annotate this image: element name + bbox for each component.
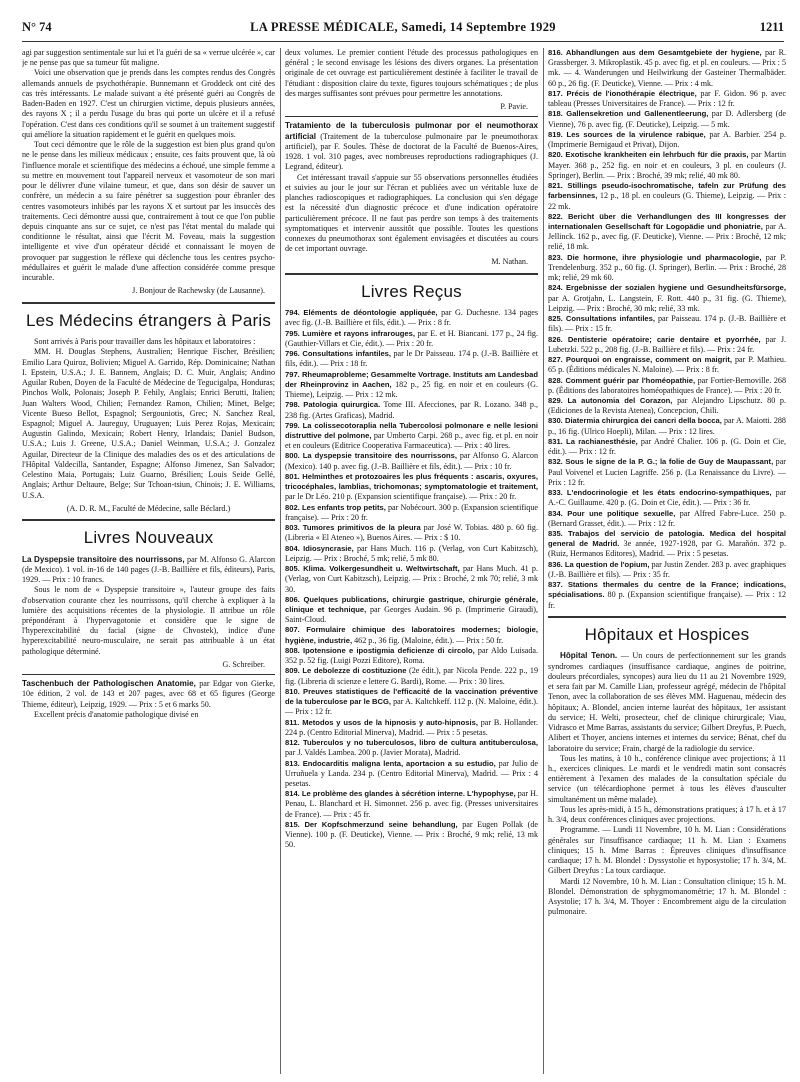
- received-book-entry: [548, 335, 786, 355]
- received-book-title: 822. Bericht über die Verhandlungen des III kongresses der internationalen Gesellschaft für Logopädie und phoniatrie,: [548, 211, 786, 231]
- book-title: Taschenbuch der Pathologischen Anatomie,: [22, 679, 196, 689]
- received-book-details: par P. Mathieu. 65 p. (Éditions médicales N. Maloine). — Prix : 8 fr.: [548, 355, 786, 375]
- column-middle: [285, 48, 538, 1074]
- section-signature: (A. D. R. M., Faculté de Médecine, salle Béclard.): [66, 503, 231, 513]
- received-book-entry: [285, 400, 538, 420]
- header-rule: [22, 41, 784, 42]
- received-book-details: Tome III. Afecciones, par R. Lozano. 348 p., 238 fig. (Artes Graficas), Madrid.: [285, 400, 538, 420]
- received-book-title: 811. Metodos y usos de la hipnosis y auto-hipnosis,: [285, 717, 478, 727]
- book-title: La Dyspepsie transitoire des nourrissons,: [22, 554, 185, 564]
- column-right: [548, 48, 786, 1074]
- received-book-title: 830. Diatermia chirurgica dei cancri della bocca,: [548, 416, 722, 426]
- received-book-title: 837. Stations thermales du centre de la France; indications, spécialisations.: [548, 580, 786, 600]
- received-book-entry: [285, 687, 538, 718]
- review-signature: M. Nathan.: [491, 257, 528, 267]
- received-book-title: 805. Klima. Volkergesundheit u. Weltwirtschaft,: [285, 564, 460, 574]
- received-book-entry: [548, 396, 786, 416]
- received-book-details: par Justin Zender. 283 p. avec graphiques (J.-B. Baillière et fils). — Prix : 35 fr.: [548, 559, 786, 579]
- received-book-entry: [285, 544, 538, 564]
- received-book-title: 797. Rheumaprobleme; Gesammelte Vortrage. Instituts am Landesbad der Rheinprovinz in Aachen,: [285, 369, 538, 389]
- received-book-entry: [285, 789, 538, 820]
- received-book-details: par Fortier-Bernoville. 268 p. (Éditions des laboratoires homéopathiques de France). — Prix : 20 fr.: [548, 375, 786, 395]
- book-title: Tratamiento de la tuberculosis pulmonar por el neumothorax artificial: [285, 121, 538, 141]
- received-book-details: 462 p., 36 fig. (Maloine, édit.). — Prix : 50 fr.: [352, 635, 504, 645]
- received-book-details: par A. Maiotti. 288 p., 16 fig. (Ulrico Hoepli), Milan. — Prix : 12 lires.: [548, 416, 786, 436]
- received-book-entry: [285, 503, 538, 523]
- received-book-entry: [548, 529, 786, 560]
- received-book-entry: [548, 130, 786, 150]
- received-book-title: 836. La question de l'opium,: [548, 559, 650, 569]
- issue-number: N° 74: [22, 20, 52, 34]
- received-book-details: par J. Lubetzki. 522 p., 208 fig. (J.-B. Baillière et fils). — Prix : 24 fr.: [548, 334, 786, 354]
- received-book-title: 794. Eléments de déontologie appliquée,: [285, 308, 438, 318]
- review-signature: G. Schreiber.: [222, 659, 265, 669]
- hospital-name: Hôpital Tenon.: [560, 651, 618, 661]
- hospital-paragraph: Tous les matins, à 10 h., conférence clinique avec projections; à 11 h., exercices cliniques. Le mardi et le vendredi matin sont consacrés entièrement à l'examen des malades de la consultation spéciale du service (un télécardiophone permet à tous les élèves d'ausculter simultanément un même malade).: [548, 753, 786, 804]
- doctors-list: MM. H. Douglas Stephens, Australien; Henrique Fischer, Brésilien; Emilio Lara Quiroz, Bolivien; Miguel A. Garrido, Rép. Dominicaine; Nathan I. Epstein, U.S.A.; J. E. Bannem, Anglais; D. C. Muir, Anglais; Andino Aguilar Ruben, Doyen de la Faculté de Médecine de Tegucigalpa, Honduras; Pinchos Wolk, Polonais; Joseph P. Fehily, Anglais; Enrici Berutti, Italien; Juan Walters Wood, Chilien; Fernandez Ramon, Chilien; Minet, Belge; Vicente Bueso Bellot, Espagnol; Sergouniotis, Grec; N. Sanchez Real, Espagnol; Miguel A. Jaureguy, Uruguayen; Luis Perez Rojas, Mexicain; Augustin Galindo, Mexicain; Robert Henry, Irlandais; Daniel Budson, U.S.A.; Luis J. Greene, U.S.A.; Daniel Weinman, U.S.A.; J. Gonzalez Aguilar, Directeur de la Clinique des maladies des os et des articulations de l'Hôpital Valdecilla, Santander, Espagne; Alfonso Jimenez, San Salvador; Celestino Maia, Portugais; Luiz Guarno, Brésilien; Louis Seide Gellé, Anglais; Arthur Deltaure, Belge; Sur Tchoan-tsiun, Chinois; J. E. Williams, U.S.A.: [22, 347, 275, 500]
- review-text: Sous le nom de « Dyspepsie transitoire », l'auteur groupe des faits d'observation courante chez les nourrissons, qu'il cherche à expliquer à la lumière des acquisitions récentes de la physiologie. Il attribue un rôle prépondérant à l'hypervagotonie et considère que le signe de l'hyperexcitabilité du facial (signe de Chvostek), indice d'une hyperexcitabilité neuro-musculaire, ne serait pas attribuable à un état pathologique déterminé.: [22, 585, 275, 656]
- received-book-title: 813. Endocarditis maligna lenta, aportacion a su estudio,: [285, 758, 496, 768]
- column-divider: [280, 48, 281, 1074]
- received-books-list: [548, 48, 786, 611]
- received-book-details: par R. Grassberger. 3. Mikroplastik. 45 p. avec fig. et pl. en couleurs. — Prix : 5 mk. — 4. Wanderungen und Heilwirkung der Gasteiner Thermalbäder. 60 p., 26 fig. (F. Deuticke), Vienne. — Prix : 4 mk.: [548, 48, 786, 88]
- received-book-entry: [285, 718, 538, 738]
- review-text: Cet intéressant travail s'appuie sur 55 observations personnelles étudiées et suivies au jour le jour sur l'écran et publiées avec un véritable luxe de planches radioscopiques et radiographiques. La conclusion qui s'en dégage est la nécessité d'un diagnostic précoce et d'une indication opératoire particulièrement précoce. Il ne faut pas perdre son temps à des traitements symptomatiques et intervenir aussitôt que possible. Toutes les questions connexes du pneumothorax sont également envisagées et discutées au cours de cet important ouvrage.: [285, 172, 538, 254]
- received-book-entry: [548, 253, 786, 284]
- received-book-details: par Eugen Pollak (de Vienne). 100 p. (F. Deuticke), Vienne. — Prix : Broché, 9 mk; relié, 13 mk 50.: [285, 819, 538, 850]
- received-book-title: 812. Tuberculos y no tuberculosos, libro de cultura antituberculosa,: [285, 738, 538, 748]
- hospital-text: — Un cours de perfectionnement sur les grands syndromes cardiaques (insuffisance cardiaque, angines de poitrine, douleurs précordiales, syncopes) aura lieu du 11 au 21 Novembre 1929, et sera fait par M. Camille Lian, professeur agrégé, médecin de l'hôpital Tenon, avec la collaboration de ses élèves MM. Haguenau, médecin des hôpitaux; A. Blondel, ancien interne lauréat des hôpitaux, 1er assistant du service; H. Welti, prosecteur, chef de clinique chirurgicale; Viau, Vidrasco et Mme Barras, assistants du service; Gilbert Dreyfus, P. Puech, Alibert et Thoyer, anciens internes et internes du service; Bénat, chef du laboratoire du service; Frain, chargé de la radiologie du service.: [548, 651, 786, 753]
- received-book-entry: [548, 355, 786, 375]
- received-book-title: 819. Les sources de la virulence rabique,: [548, 129, 706, 139]
- received-book-title: 796. Consultations infantiles,: [285, 349, 392, 359]
- book-review: [22, 679, 275, 710]
- received-books-list: [285, 308, 538, 850]
- received-book-details: par Umberto Carpi. 268 p., avec fig. et pl. en noir et en couleurs (Editrice Cooperativa Farmaceutica). — Prix : 40 lires.: [285, 431, 538, 451]
- received-book-title: 827. Pourquoi on engraisse, comment on maigrit,: [548, 355, 732, 365]
- received-book-details: par A. Barbier. 254 p. (Imprimerie Bernigaud et Privat), Dijon.: [548, 129, 786, 150]
- received-book-details: par Alejandro Lipschutz. 80 p. (Ediciones de la Revista Atenea), Concepcion, Chili.: [548, 395, 786, 416]
- received-book-details: par G. Duchesne. 134 pages avec fig. (J.-B. Baillière et fils, édit.). — Prix : 8 fr.: [285, 308, 538, 328]
- received-book-details: par D. Adlersberg (de Vienne), 76 p. avec fig. (F. Deuticke), Leipzig. — 5 mk.: [548, 109, 786, 129]
- received-book-entry: [548, 437, 786, 457]
- received-book-entry: [285, 738, 538, 758]
- book-reference: par M. Alfonso G. Alarcon (de Mexico). 1 vol. in-16 de 140 pages (J.-B. Baillière et fils, éditeurs), Paris, 1929. — Prix : 10 francs.: [22, 554, 275, 585]
- received-book-entry: [548, 488, 786, 508]
- article-paragraph: Voici une observation que je prends dans les comptes rendus des Congrès allemands annuels de psychothérapie. Bunnemann et Groddeck ont cité des cas très intéressants. Le malade suivant a été présenté guéri au Congrès de Baden-Baden en 1927. C'est un chirurgien victime, depuis plusieurs années, des rayons X ; il a perdu l'usage du bras qui porte un ulcère et il a refusé l'opération. C'est dans ces conditions qu'il se soumet à un traitement suggestif qui améliore la situation rapidement et le guérit en quelques mois.: [22, 68, 275, 139]
- received-book-title: 831. La rachianesthésie,: [548, 436, 638, 446]
- received-book-entry: [548, 212, 786, 253]
- received-book-details: par Alfred Fabre-Luce. 250 p. (Bernard Grasset, édit.). — Prix : 12 fr.: [548, 508, 786, 528]
- article-signature: J. Bonjour de Rachewsky (de Lausanne).: [132, 286, 265, 296]
- received-book-title: 823. Die hormone, ihre physiologie und pharmacologie,: [548, 252, 762, 262]
- book-review: [285, 121, 538, 172]
- section-rule: [22, 302, 275, 304]
- received-book-entry: [285, 329, 538, 349]
- received-book-details: par Julio de Urruñuela y Landa. 234 p. (Centro Editorial Minerva), Madrid. — Prix : 4 pesetas.: [285, 758, 538, 788]
- received-book-details: (2e édit.), par Nicola Pende. 222 p., 19 fig. (Libreria di scienze e lettere G. Bardi), Rome. — Prix : 30 lires.: [285, 666, 538, 686]
- received-book-entry: [548, 283, 786, 314]
- received-book-title: 817. Précis de l'ionothérapie électrique,: [548, 88, 697, 98]
- received-book-entry: [285, 564, 538, 595]
- received-book-details: par E. et H. Biancani. 177 p., 24 fig. (Gauthier-Villars et Cie, édit.). — Prix : 20 fr.: [285, 328, 538, 348]
- review-text: deux volumes. Le premier contient l'étude des processus pathologiques en général ; le second envisage les lésions des divers organes. La présentation originale de cet ouvrage est particulièrement destinée à faciliter le travail de l'étudiant : disposition claire du texte, figures toujours schématiques ; de plus des marges suffisantes sont prévues pour permettre les annotations.: [285, 48, 538, 98]
- review-rule: [22, 674, 275, 675]
- received-book-details: par Nobécourt. 300 p. (Expansion scientifique française). — Prix : 20 fr.: [285, 502, 538, 522]
- received-book-details: 80 p. (Expansion scientifique française). — Prix : 12 fr.: [548, 590, 786, 610]
- review-signature: P. Pavie.: [500, 102, 528, 112]
- received-book-title: 798. Patologia quirurgica.: [285, 400, 381, 410]
- received-book-title: 804. Idiosyncrasie,: [285, 543, 354, 553]
- journal-title: LA PRESSE MÉDICALE, Samedi, 14 Septembre 1929: [250, 20, 556, 34]
- received-book-title: 826. Dentisterie opératoire; carie dentaire et pyorrhée,: [548, 334, 761, 344]
- section-lead: Sont arrivés à Paris pour travailler dans les hôpitaux et laboratoires :: [34, 337, 256, 347]
- received-book-entry: [548, 457, 786, 488]
- received-book-entry: [548, 109, 786, 129]
- hospital-program: Mardi 12 Novembre, 10 h. M. Lian : Consultation clinique; 15 h. M. Blondel. Démonstration de sphygmomanométrie; 17 h. M. Blondel : Asystolie; 17 h. 3/4, M. Thoyer : Encombrement aigu de la circulation pulmonaire.: [548, 876, 786, 917]
- book-reference: par Edgar von Gierke, 10e édition, 2 vol. de 143 et 207 pages, avec 68 et 65 figures (George Thieme, éditeur), Leipzig, 1929. — Prix : 5 et 6 marks 50.: [22, 679, 275, 709]
- section-rule: [22, 519, 275, 521]
- received-book-details: par le Dr Paisseau. 174 p. (J.-B. Baillière et fils, édit.). — Prix : 18 fr.: [285, 349, 538, 369]
- received-book-entry: [548, 48, 786, 89]
- section-rule: [548, 616, 786, 618]
- section-title-hospitals: Hôpitaux et Hospices: [584, 624, 750, 644]
- received-book-title: 825. Consultations infantiles,: [548, 314, 655, 324]
- received-book-entry: [285, 523, 538, 543]
- received-book-entry: [548, 416, 786, 436]
- hospital-program: Programme. — Lundi 11 Novembre, 10 h. M. Lian : Considérations générales sur l'insuffisance cardiaque; 11 h. M. Lian : Examens cliniques; 15 h. Mme Barras : Épreuves cliniques d'insuffisance cardiaque; 17 h. M. Blondel : Dyssystolie et hyposystolie; 17 h. 3/4, M. Gilbert Dreyfus : La toux cardiaque.: [548, 825, 786, 876]
- received-book-entry: [285, 349, 538, 369]
- section-rule: [285, 273, 538, 275]
- received-book-title: 799. La colissecotoraplia nella Tubercolosi polmonare e nelle lesioni distruttive del polmone,: [285, 420, 538, 440]
- section-title-foreign-doctors: Les Médecins étrangers à Paris: [25, 310, 272, 330]
- received-book-entry: [548, 314, 786, 334]
- page-header: [22, 20, 784, 36]
- received-book-title: 806. Quelques publications, chirurgie gastrique, chirurgie générale, clinique et technique,: [285, 594, 538, 614]
- received-book-entry: [548, 509, 786, 529]
- received-book-details: par André Chalier. 106 p. (G. Doin et Cie, édit.). — Prix : 12 fr.: [548, 436, 786, 457]
- received-book-details: 12 p., 18 pl. en couleurs (G. Thieme), Leipzig. — Prix : 22 mk.: [548, 191, 786, 211]
- section-title-new-books: Livres Nouveaux: [83, 528, 214, 548]
- received-book-details: par A.-C. Guillaume. 420 p. (G. Doin et Cie, édit.). — Prix : 36 fr.: [548, 488, 786, 508]
- review-rule: [285, 116, 538, 117]
- received-book-details: par Paisseau. 174 p. (J.-B. Baillière et fils). — Prix : 15 fr.: [548, 314, 786, 334]
- received-book-details: par Hans Much. 116 p. (Verlag, von Curt Kabitzsch), Leipzig. — Prix : Broché, 5 mk; relié, 5 mk 80.: [285, 543, 538, 563]
- received-book-details: par Martin Mayer. 368 p., 252 fig. en noir et en couleurs, 3 pl. en couleurs (J. Springer), Berlin. — Prix : Broché, 39 mk; relié, 40 mk 80.: [548, 150, 786, 180]
- received-book-entry: [285, 421, 538, 452]
- received-book-entry: [548, 376, 786, 396]
- book-review: [22, 555, 275, 586]
- received-book-details: par José W. Tobias. 480 p. 60 fig. (Libreria « El Ateneo »), Buenos Aires. — Prix : $ 10.: [285, 523, 538, 543]
- received-book-title: 821. Stillings pseudo-isochromatische, tafeln zur Prüfung des farbensinnes,: [548, 181, 786, 201]
- section-title-books-received: Livres Reçus: [361, 281, 462, 301]
- received-book-title: 829. La autonomia del Corazon,: [548, 395, 673, 405]
- received-book-title: 824. Ergebnisse der sozialen hygiene und Gesundheitsfürsorge,: [548, 283, 786, 293]
- column-left: [22, 48, 275, 1074]
- article-paragraph: agi par suggestion sentimentale sur lui et l'a guéri de sa « verrue ulcérée », car je ne pense pas que sa tumeur fût maligne.: [22, 48, 275, 68]
- received-book-entry: [548, 560, 786, 580]
- review-text: Excellent précis d'anatomie pathologique divisé en: [34, 709, 199, 719]
- received-book-entry: [285, 308, 538, 328]
- received-book-title: 814. Le problème des glandes à sécrétion interne. L'hypophyse,: [285, 789, 516, 799]
- received-book-title: 828. Comment guérir par l'homéopathie,: [548, 375, 696, 385]
- article-paragraph: Tout ceci démontre que le rôle de la suggestion est bien plus grand qu'on ne le pense dans les milieux médicaux ; ensuite, ces faits prouvent que, là où l'influence morale et scientifique des médecins a échoué, une simple femme a su mettre en mouvement tout l'appareil nerveux et vasomoteur de son mari pour le délivrer d'une vilaine tumeur, et que, dans son désir de sauver un confrère, un médecin a su faire pénétrer sa suggestion pour ébranler des centres vasomoteurs inhibés par les rayons X et surtout par les insuccès des traitements. Ceci démontre aussi que, contrairement à tout ce que l'on publie depuis cinquante ans sur ce sujet, ce n'est pas l'état mental du malade qui conditionne le résultat, ainsi que l'écrit M. Foveau, mais la suggestion intelligente et vive d'un opérateur décidé et connaissant le moyen de provoquer par suggestion le réflexe qui déclenche tous les centres psycho-médullaires et guérit le malade d'une affection considérée comme presque incurable.: [22, 140, 275, 283]
- received-book-details: par P. Trendelenburg. 352 p., 60 fig. (J. Springer), Berlin. — Prix : Broché, 28 mk; relié, 29 mk 60.: [548, 252, 786, 283]
- received-book-entry: [285, 625, 538, 645]
- received-book-title: 834. Pour une politique sexuelle,: [548, 508, 676, 518]
- received-book-title: 801. Helminthes et protozoaires les plus fréquents : ascaris, oxyures, tricocéphales, lamblias, trichomonas; symptomatologie et traitement,: [285, 471, 538, 492]
- page-number: 1211: [759, 20, 784, 34]
- received-book-title: 832. Sous le signe de la P. G.; la folie de Guy de Maupassant,: [548, 457, 774, 467]
- received-book-entry: [285, 370, 538, 401]
- received-book-details: 3e année, 1927-1928, par G. Marañón. 372 p. (Ruiz, Hermanos Editores), Madrid. — Prix : 5 pesetas.: [548, 539, 786, 559]
- received-book-details: 182 p., 25 fig. en noir et en couleurs (G. Thieme), Leipzig. — Prix : 12 mk.: [285, 379, 538, 400]
- received-book-title: 835. Trabajos del servicio de patologia. Medica del hospital general de Madrid.: [548, 529, 786, 549]
- received-book-entry: [548, 89, 786, 109]
- received-book-details: par B. Hollander. 224 p. (Centro Editorial Minerva), Madrid. — Prix : 5 pesetas.: [285, 717, 538, 737]
- received-book-title: 820. Exotische krankheiten ein lehrbuch für die praxis,: [548, 150, 749, 160]
- received-book-details: par Georges Audain. 96 p. (Imprimerie Giraudi), Saint-Cloud.: [285, 604, 538, 625]
- received-book-entry: [285, 666, 538, 686]
- received-book-details: par J. Valdés Lambea. 200 p. (Javier Morata), Madrid.: [285, 748, 461, 758]
- received-book-title: 802. Les enfants trop petits,: [285, 502, 386, 512]
- received-book-details: par A. Jellinck. 162 p., avec fig. (F. Deuticke), Vienne. — Prix : Broché, 12 mk; relié, 18 mk.: [548, 221, 786, 252]
- received-book-title: 809. Le debolezze di costituzione: [285, 666, 407, 676]
- received-book-entry: [285, 759, 538, 790]
- received-book-details: par Aldo Luisada. 352 p. 52 fig. (Luigi Pozzi Editore), Roma.: [285, 645, 538, 666]
- received-book-details: par A. Kaltchkeff. 112 p. (N. Maloine, édit.). — Prix : 12 fr.: [285, 697, 538, 717]
- received-book-title: 815. Der Kopfschmerzund seine behandlung,: [285, 819, 458, 829]
- received-book-title: 795. Lumière et rayons infrarouges,: [285, 328, 415, 338]
- received-book-details: par Hans Much. 41 p. (Verlag, von Curt Kabitzsch), Leipzig. — Prix : Broché, 2 mk 70; relié, 3 mk 30.: [285, 564, 538, 594]
- received-book-details: par H. Penau, L. Blanchard et H. Simonnet. 256 p. avec fig. (Presses universitaires de France). — Prix : 45 fr.: [285, 789, 538, 819]
- received-book-details: par Alfonso G. Alarcon (Mexico). 140 p. avec fig. (J.-B. Baillière et fils, édit.). — Prix : 10 fr.: [285, 451, 538, 471]
- intro-article: [22, 48, 275, 297]
- received-book-title: 803. Tumores primitivos de la pleura: [285, 523, 421, 533]
- received-book-entry: [285, 646, 538, 666]
- column-divider: [543, 48, 544, 1074]
- received-book-entry: [548, 181, 786, 212]
- received-book-entry: [548, 580, 786, 611]
- received-book-details: par le Dr Léo. 210 p. (Expansion scientifique française). — Prix : 20 fr.: [285, 492, 517, 502]
- received-book-details: par Paul Voivenel et Lucien Lagriffe. 256 p. (La Renaissance du Livre). — Prix : 12 fr.: [548, 457, 786, 487]
- received-book-entry: [285, 820, 538, 851]
- received-book-entry: [285, 451, 538, 471]
- received-book-title: 808. Ipotensione e ipostigmia deficienze di circolo,: [285, 645, 475, 655]
- received-book-entry: [285, 595, 538, 626]
- received-book-entry: [548, 150, 786, 181]
- hospital-notice: [548, 651, 786, 753]
- hospital-paragraph: Tous les après-midi, à 15 h., démonstrations pratiques; à 17 h. et à 17 h. 3/4, deux conférences cliniques avec projections.: [548, 804, 786, 825]
- book-reference: (Traitement de la tuberculose pulmonaire par le pneumothorax artificiel), par F. Soules. Thèse de doctorat de la Faculté de Buenos-Aires, 1928. 1 vol. 310 pages, avec nombreuses reproductions radiographiques (J. Legrand, éditeur).: [285, 131, 538, 172]
- received-book-details: par F. Gidon. 96 p. avec tableau (Presses Universitaires de France). — Prix : 12 fr.: [548, 88, 786, 109]
- received-book-details: par A. Grotjahn, L. Langstein, F. Rott. 440 p., 31 fig. (G. Thieme), Leipzig. — Prix : Broché, 30 mk; relié, 33 mk.: [548, 293, 786, 313]
- received-book-title: 816. Abhandlungen aus dem Gesamtgebiete der hygiene,: [548, 48, 762, 57]
- received-book-title: 833. L'endocrinologie et les états endocrino-sympathiques,: [548, 488, 772, 498]
- received-book-title: 800. La dyspepsie transitoire des nourrissons,: [285, 451, 457, 461]
- received-book-title: 810. Preuves statistiques de l'efficacité de la vaccination préventive de la tuberculose par le BCG,: [285, 686, 538, 707]
- received-book-title: 818. Gallensekretion und Gallenentleerung,: [548, 109, 709, 119]
- received-book-title: 807. Formulaire chimique des laboratoires modernes; biologie, hygiène, industrie,: [285, 625, 538, 645]
- received-book-entry: [285, 472, 538, 503]
